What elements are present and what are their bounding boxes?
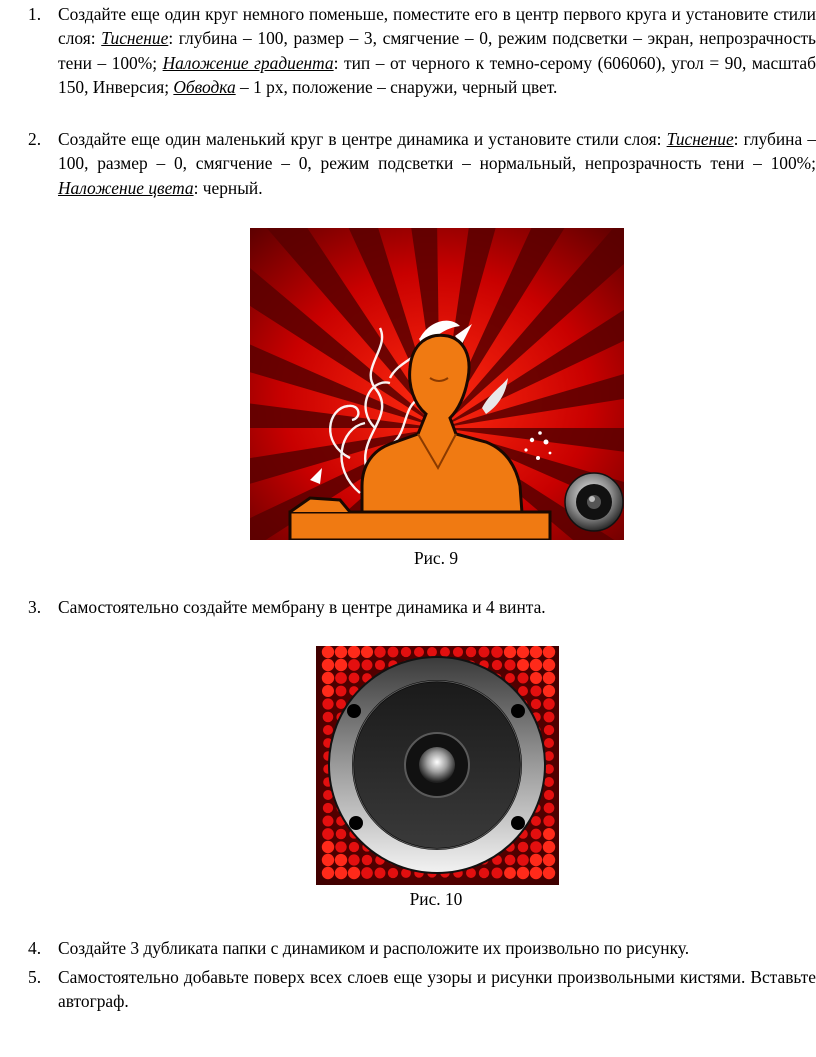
halftone-dot [530, 646, 542, 658]
halftone-dot [427, 647, 437, 657]
halftone-dot [530, 841, 542, 853]
halftone-dot [362, 660, 373, 671]
halftone-dot [335, 867, 347, 879]
list-number: 2. [28, 129, 42, 149]
halftone-dot [375, 660, 385, 670]
halftone-dot [349, 842, 359, 852]
halftone-dot [322, 685, 334, 697]
halftone-dot [492, 660, 502, 670]
list-item-4 [28, 936, 816, 960]
halftone-dot [543, 854, 555, 866]
halftone-dot [336, 686, 347, 697]
style-term-emboss: Тиснение [666, 129, 734, 149]
figure-9-image [250, 228, 624, 540]
item-text: Создайте 3 дубликата папки с динамиком и расположите их произвольно по рисунку. [58, 938, 690, 958]
figure-10-image [316, 646, 559, 885]
halftone-dot [374, 646, 385, 657]
halftone-dot [375, 868, 386, 879]
halftone-dot [544, 803, 555, 814]
halftone-dot [323, 712, 334, 723]
halftone-dot [543, 646, 555, 658]
halftone-dot [505, 855, 516, 866]
halftone-dot [323, 816, 334, 827]
halftone-dot [544, 725, 554, 735]
halftone-dot [504, 646, 516, 658]
halftone-dot [322, 854, 334, 866]
halftone-dot [322, 646, 334, 658]
halftone-dot [361, 867, 373, 879]
halftone-dot [517, 646, 529, 658]
list-item-3 [28, 595, 816, 619]
halftone-dot [322, 659, 334, 671]
halftone-dot [530, 867, 542, 879]
halftone-dot [322, 867, 334, 879]
halftone-dot [335, 854, 347, 866]
halftone-dot [348, 659, 360, 671]
halftone-dot [544, 777, 554, 787]
halftone-dot [479, 868, 489, 878]
halftone-dot [530, 685, 541, 696]
halftone-dot [504, 867, 516, 879]
halftone-dot [543, 841, 555, 853]
list-number: 5. [28, 967, 42, 987]
screw-top-left [347, 704, 361, 718]
item-text: : черный. [193, 177, 263, 198]
item-text: : глубина – 100, размер – 3, смягчение – 0, режим подсветки – экран, непрозрачность тени – 100%; [58, 28, 816, 73]
halftone-dot [362, 855, 372, 865]
speaker-illustration [316, 646, 559, 885]
halftone-dot [544, 738, 554, 748]
halftone-dot [440, 647, 450, 657]
halftone-dot [517, 854, 529, 866]
item-text: : глубина – 100, размер – 0, смягчение – 0, режим подсветки – нормальный, непрозрачность тени – 100%; [58, 129, 816, 174]
dj-poster-illustration [250, 228, 624, 540]
list-number: 3. [28, 597, 42, 617]
halftone-dot [531, 829, 542, 840]
halftone-dot [349, 673, 360, 684]
item-text: Самостоятельно создайте мембрану в центре динамика и 4 винта. [58, 597, 546, 617]
halftone-dot [453, 647, 463, 657]
figure-10-caption: Рис. 10 [409, 889, 463, 909]
halftone-dot [348, 854, 359, 865]
halftone-dot [543, 867, 555, 879]
style-term-emboss: Тиснение [101, 28, 169, 49]
item-text: – 1 px, положение – снаружи, черный цвет. [235, 77, 558, 98]
halftone-dot [335, 672, 347, 684]
halftone-dot [530, 659, 542, 671]
halftone-dot [466, 647, 476, 657]
halftone-dot [543, 659, 555, 671]
halftone-dot [543, 685, 555, 697]
halftone-dot [543, 815, 554, 826]
screw-bottom-left [349, 816, 363, 830]
style-term-color-overlay: Наложение цвета [58, 177, 194, 198]
halftone-dot [322, 841, 334, 853]
list-number: 4. [28, 938, 42, 958]
list-number: 1. [28, 4, 42, 24]
halftone-dot [491, 646, 503, 658]
halftone-dot [544, 712, 555, 723]
halftone-dot [336, 829, 346, 839]
halftone-dot [322, 672, 334, 684]
screw-bottom-right [511, 816, 525, 830]
halftone-dot [544, 790, 554, 800]
halftone-dot [504, 659, 515, 670]
halftone-dot [543, 672, 555, 684]
halftone-dot [414, 647, 424, 657]
halftone-dot [335, 646, 347, 658]
halftone-dot [401, 647, 411, 657]
list-item-2 [28, 127, 816, 200]
halftone-dot [388, 868, 398, 878]
halftone-dot [348, 867, 360, 879]
item-text: Самостоятельно добавьте поверх всех слоев еще узоры и рисунки произвольными кистями. Вставьте автограф. [58, 967, 816, 1012]
halftone-dot [361, 646, 373, 658]
halftone-dot [322, 828, 334, 840]
halftone-dot [518, 842, 529, 853]
halftone-dot [323, 725, 333, 735]
halftone-dot [530, 854, 542, 866]
halftone-dot [531, 699, 541, 709]
halftone-dot [543, 698, 555, 710]
halftone-dot [518, 673, 529, 684]
halftone-dot [517, 659, 529, 671]
halftone-dot [517, 867, 529, 879]
halftone-dot [335, 659, 347, 671]
item-text: : тип – от черного к темно-серому (606060), угол = 90, масштаб 150, Инверсия; [58, 52, 816, 98]
halftone-dot [348, 646, 360, 658]
halftone-dot [491, 867, 502, 878]
halftone-dot [335, 841, 346, 852]
list-item-5 [28, 965, 816, 1014]
screw-top-right [511, 704, 525, 718]
style-term-gradient-overlay: Наложение градиента [162, 52, 334, 73]
item-text: Создайте еще один круг немного поменьше, поместите его в центр первого круга и установите стили слоя: [58, 4, 816, 49]
halftone-dot [322, 698, 333, 709]
style-term-stroke: Обводка [173, 77, 236, 98]
figure-9-caption: Рис. 9 [413, 548, 459, 568]
list-item-1 [28, 2, 816, 100]
halftone-dot [388, 647, 399, 658]
halftone-dot [530, 672, 542, 684]
item-text: Создайте еще один маленький круг в центре динамика и установите стили слоя: [58, 129, 667, 149]
halftone-dot [323, 803, 333, 813]
halftone-dot [479, 647, 490, 658]
halftone-dot [543, 828, 555, 840]
